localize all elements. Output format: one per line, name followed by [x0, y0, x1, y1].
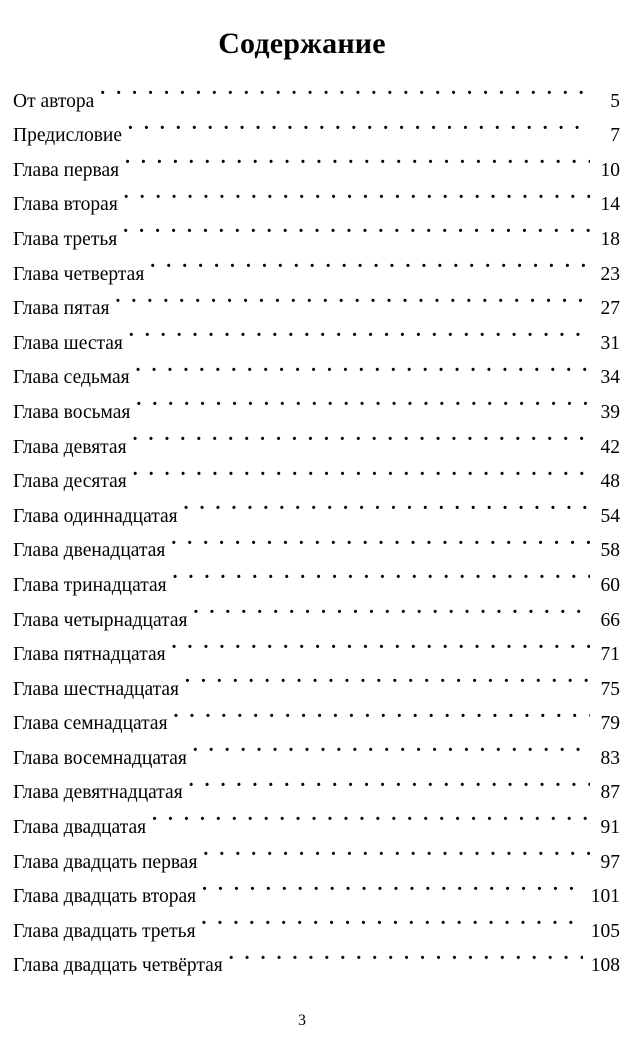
- toc-entry-label: Глава десятая: [13, 471, 127, 493]
- toc-entry-label: Глава пятнадцатая: [13, 644, 166, 666]
- toc-entry-label: Предисловие: [13, 125, 123, 147]
- toc-entry-label: Глава шестая: [13, 332, 123, 354]
- toc-entry-page: 27: [590, 292, 620, 327]
- toc-dot-leader: [136, 349, 590, 384]
- toc-entry-label: Глава девятая: [13, 436, 127, 458]
- toc-dot-leader: [173, 556, 590, 591]
- toc-entry-page: 71: [590, 638, 620, 673]
- toc-entry-label: Глава восьмая: [13, 401, 131, 423]
- toc-dot-leader: [136, 383, 590, 418]
- toc-dot-leader: [193, 729, 590, 764]
- toc-dot-leader: [128, 107, 590, 142]
- toc-entry-page: 87: [590, 776, 620, 811]
- toc-dot-leader: [189, 764, 590, 799]
- toc-entry-label: Глава двадцатая: [13, 817, 147, 839]
- toc-dot-leader: [150, 245, 590, 280]
- toc-dot-leader: [185, 660, 590, 695]
- toc-entry[interactable]: [13, 107, 620, 147]
- toc-dot-leader: [133, 453, 590, 488]
- toc-entry-label: От автора: [13, 90, 95, 112]
- toc-entry-page: 75: [590, 673, 620, 708]
- toc-entry-label: Глава третья: [13, 228, 118, 250]
- toc-entry-label: Глава четырнадцатая: [13, 609, 188, 631]
- toc-dot-leader: [124, 176, 590, 211]
- page-title: Содержание: [218, 27, 386, 61]
- toc-dot-leader: [125, 141, 590, 176]
- toc-entry-label: Глава первая: [13, 159, 120, 181]
- toc-entry-page: 48: [590, 465, 620, 500]
- toc-dot-leader: [203, 833, 590, 868]
- toc-entry-page: 79: [590, 707, 620, 742]
- toc-entry-page: 42: [590, 431, 620, 466]
- toc-entry-label: Глава одиннадцатая: [13, 505, 178, 527]
- toc-entry-page: 58: [590, 534, 620, 569]
- toc-dot-leader: [171, 522, 590, 557]
- toc-entry-label: Глава двадцать четвёртая: [13, 955, 223, 977]
- toc-entry-page: 7: [590, 119, 620, 154]
- toc-entry-page: 66: [590, 604, 620, 639]
- toc-entry-label: Глава двадцать третья: [13, 920, 196, 942]
- toc-entry-page: 105: [583, 915, 620, 950]
- toc-dot-leader: [184, 487, 590, 522]
- toc-entry-page: 108: [583, 949, 620, 984]
- toc-dot-leader: [194, 591, 591, 626]
- toc-entry-page: 97: [590, 846, 620, 881]
- toc-entry-page: 5: [590, 85, 620, 120]
- toc-entry-page: 14: [590, 188, 620, 223]
- toc-dot-leader: [229, 937, 583, 972]
- toc-entry-label: Глава пятая: [13, 298, 110, 320]
- toc-dot-leader: [123, 210, 590, 245]
- toc-entry[interactable]: [13, 72, 620, 112]
- toc-entry-label: Глава двенадцатая: [13, 540, 166, 562]
- toc-entry-page: 101: [583, 880, 620, 915]
- toc-entry-label: Глава двадцать первая: [13, 851, 198, 873]
- toc-entry-label: Глава семнадцатая: [13, 713, 168, 735]
- toc-entry-page: 60: [590, 569, 620, 604]
- toc-dot-leader: [174, 695, 590, 730]
- toc-dot-leader: [133, 418, 590, 453]
- toc-entry-page: 34: [590, 361, 620, 396]
- toc-entry-page: 83: [590, 742, 620, 777]
- toc-dot-leader: [152, 798, 590, 833]
- toc-entry-label: Глава четвертая: [13, 263, 145, 285]
- table-of-contents: [13, 72, 620, 977]
- toc-entry-label: Глава девятнадцатая: [13, 782, 183, 804]
- toc-entry-page: 54: [590, 500, 620, 535]
- toc-entry-page: 31: [590, 327, 620, 362]
- toc-entry-label: Глава седьмая: [13, 367, 130, 389]
- toc-entry-label: Глава восемнадцатая: [13, 747, 187, 769]
- toc-dot-leader: [202, 902, 583, 937]
- toc-entry-label: Глава вторая: [13, 194, 118, 216]
- toc-entry-label: Глава двадцать вторая: [13, 886, 197, 908]
- toc-dot-leader: [100, 72, 590, 107]
- toc-dot-leader: [172, 626, 590, 661]
- toc-entry-label: Глава шестнадцатая: [13, 678, 179, 700]
- toc-entry-page: 39: [590, 396, 620, 431]
- page-number: 3: [298, 1012, 306, 1029]
- toc-entry-page: 10: [590, 154, 620, 189]
- toc-dot-leader: [115, 280, 590, 315]
- toc-entry-page: 91: [590, 811, 620, 846]
- toc-entry-page: 23: [590, 258, 620, 293]
- toc-entry-page: 18: [590, 223, 620, 258]
- toc-dot-leader: [202, 868, 583, 903]
- toc-dot-leader: [129, 314, 590, 349]
- toc-entry-label: Глава тринадцатая: [13, 574, 167, 596]
